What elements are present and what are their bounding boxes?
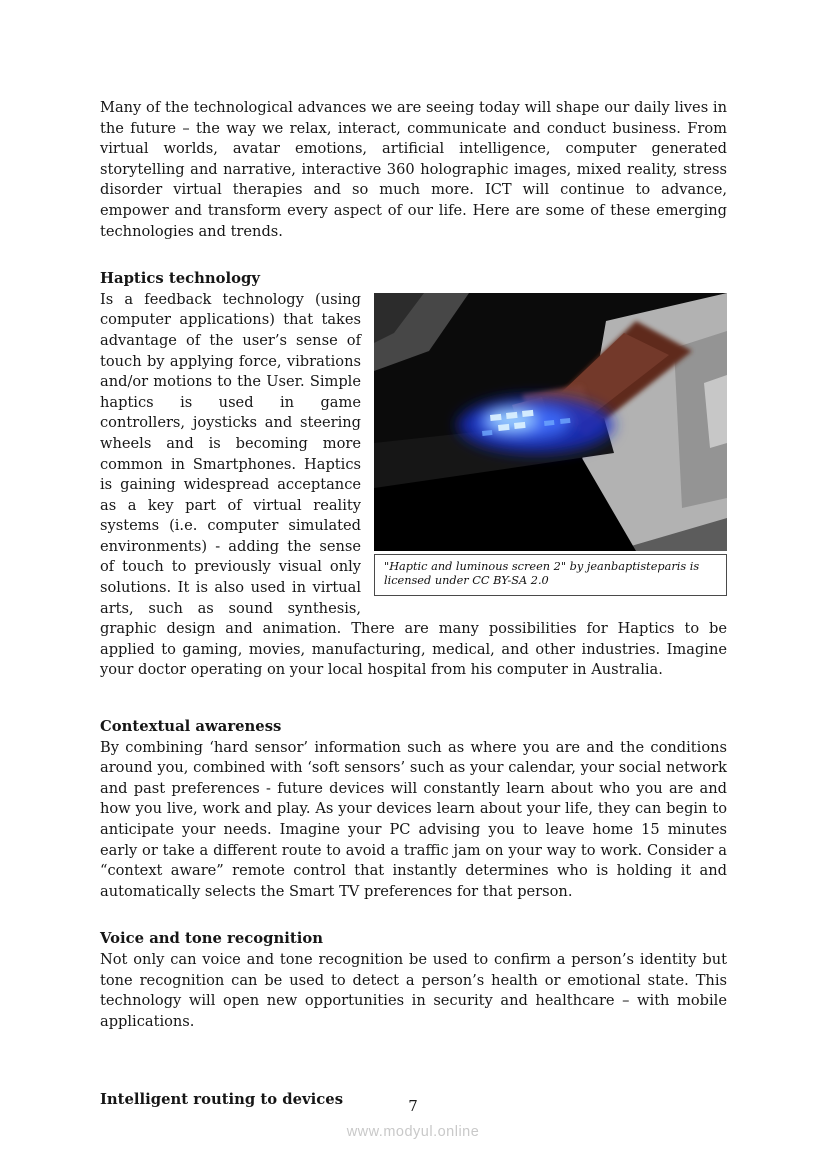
watermark-url: www.modyul.online <box>346 1124 480 1140</box>
voice-tone-body: Not only can voice and tone recognition be used to confirm a person’s identity but tone recognition can be used to detect a person’s health or emotional state. This technology will open new opportunities in security and healthcare – with mobile applications. <box>100 950 727 1030</box>
voice-tone-heading: Voice and tone recognition <box>100 930 323 948</box>
haptics-figure <box>374 293 727 596</box>
section-voice-tone <box>100 929 727 1032</box>
haptic-screen-photo <box>374 293 727 551</box>
haptics-body: Is a feedback technology (using computer applications) that takes advantage of the user’s sense of touch by applying force, vibrations and/or motions to the User. Simple haptics is used in game controllers, joysticks and steering wheels and is becoming more common in Smartphones. Haptics is gaining widespread acceptance as a key part of virtual reality systems (i.e. computer simulated environments) - adding the sense of touch to previously visual only solutions. It is also used in virtual arts, such as sound synthesis, graphic design and animation. There are many possibilities for Haptics to be applied to gaming, movies, manufacturing, medical, and other industries. Imagine your doctor operating on your local hospital from his computer in Australia. <box>100 290 727 679</box>
intelligent-routing-heading: Intelligent routing to devices <box>100 1091 344 1109</box>
page-number: 7 <box>408 1097 418 1115</box>
contextual-awareness-body: By combining ‘hard sensor’ information such as where you are and the conditions around you, combined with ‘soft sensors’ such as your calendar, your social network and past preferences - future devices will constantly learn about who you are and how you live, work and play. As your devices learn about your life, they can begin to anticipate your needs. Imagine your PC advising you to leave home 15 minutes early or take a different route to avoid a traffic jam on your way to work. Consider a “context aware” remote control that instantly determines who is holding it and automatically selects the Smart TV preferences for that person. <box>100 738 727 900</box>
page-content <box>100 98 727 1111</box>
section-haptics <box>100 269 727 681</box>
section-contextual-awareness <box>100 717 727 902</box>
haptics-heading: Haptics technology <box>100 270 260 288</box>
intro-paragraph: Many of the technological advances we are seeing today will shape our daily lives in the future – the way we relax, interact, communicate and conduct business. From virtual worlds, avatar emotions, artificial intelligence, computer generated storytelling and narrative, interactive 360 holographic images, mixed reality, stress disorder virtual therapies and so much more. ICT will continue to advance, empower and transform every aspect of our life. Here are some of these emerging technologies and trends. <box>100 99 727 240</box>
contextual-awareness-heading: Contextual awareness <box>100 718 282 736</box>
haptic-photo-illustration <box>374 293 727 551</box>
photo-caption: "Haptic and luminous screen 2" by jeanbaptisteparis is licensed under CC BY-SA 2.0 <box>374 554 727 596</box>
